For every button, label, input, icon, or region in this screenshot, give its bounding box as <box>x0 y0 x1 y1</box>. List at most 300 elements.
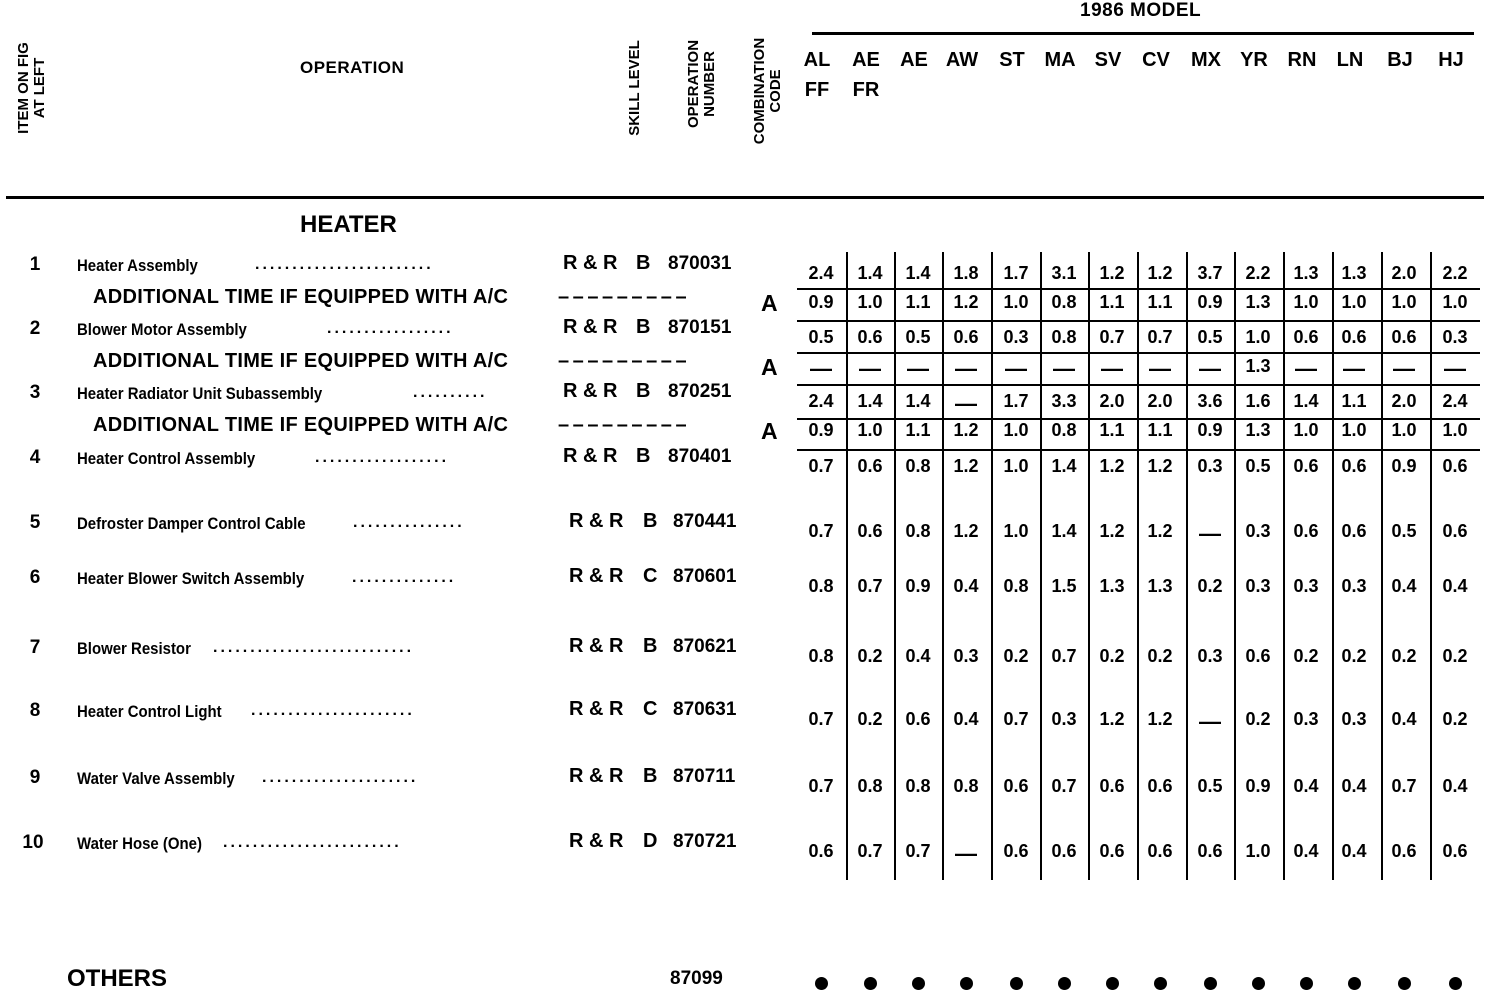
value-cell: 0.7 <box>857 576 883 596</box>
value-cell: 3.3 <box>1051 391 1077 411</box>
column-divider <box>1040 252 1042 880</box>
model-title: 1986 MODEL <box>1080 0 1202 21</box>
value-cell: 0.9 <box>1197 292 1223 312</box>
others-marker-icon <box>1010 977 1023 990</box>
value-cell: — <box>1199 521 1221 546</box>
value-cell: 1.2 <box>953 292 979 312</box>
value-cell: — <box>955 391 977 416</box>
value-cell: — <box>907 356 929 381</box>
value-cell: 0.5 <box>1391 521 1417 541</box>
value-cell: 0.6 <box>1051 841 1077 861</box>
value-cell: 0.5 <box>1245 456 1271 476</box>
value-cell: 0.3 <box>1245 521 1271 541</box>
operation-name: Heater Radiator Unit Subassembly <box>77 384 323 403</box>
rr-label: R & R <box>569 698 624 720</box>
value-cell: 0.7 <box>857 841 883 861</box>
others-marker-icon <box>1154 977 1167 990</box>
model-code-st: ST <box>999 49 1025 71</box>
item-number: 1 <box>29 254 41 275</box>
model-code-aw: AW <box>945 49 979 71</box>
value-cell: 1.2 <box>1099 709 1125 729</box>
others-marker-icon <box>864 977 877 990</box>
value-cell: 1.4 <box>905 391 931 411</box>
value-cell: 0.4 <box>905 646 931 666</box>
column-divider <box>846 252 848 880</box>
operation-name: Water Hose (One) <box>77 834 202 853</box>
combination-code: A <box>761 290 778 316</box>
others-marker-icon <box>1252 977 1265 990</box>
value-cell: 1.2 <box>953 420 979 440</box>
value-cell: 0.6 <box>905 709 931 729</box>
value-cell: 0.4 <box>1341 776 1367 796</box>
skill-level: C <box>643 565 658 587</box>
column-divider <box>1381 252 1383 880</box>
item-number: 5 <box>29 512 41 533</box>
operation-number: 870621 <box>673 636 737 657</box>
model-code-ma: MA <box>1044 49 1076 71</box>
value-cell: 0.2 <box>1245 709 1271 729</box>
value-cell: 0.7 <box>905 841 931 861</box>
column-divider <box>1137 252 1139 880</box>
model-code-cv: CV <box>1142 49 1170 71</box>
value-cell: 0.4 <box>1293 776 1319 796</box>
value-cell: 1.8 <box>953 263 979 283</box>
value-cell: 1.2 <box>1099 521 1125 541</box>
others-marker-icon <box>1204 977 1217 990</box>
operation-number: 870251 <box>668 381 732 402</box>
value-cell: 0.6 <box>857 456 883 476</box>
additional-time-dashes: – – – – – – – – – <box>558 414 686 436</box>
row-divider <box>797 352 1480 354</box>
others-marker-icon <box>1449 977 1462 990</box>
operation-number: 870631 <box>673 699 737 720</box>
value-cell: — <box>1393 356 1415 381</box>
value-cell: 0.8 <box>1051 292 1077 312</box>
value-cell: 0.7 <box>1099 327 1125 347</box>
value-cell: 2.0 <box>1099 391 1125 411</box>
value-cell: 1.1 <box>1099 292 1125 312</box>
additional-time-label: ADDITIONAL TIME IF EQUIPPED WITH A/C <box>93 286 509 308</box>
row-divider <box>797 288 1480 290</box>
additional-time-label: ADDITIONAL TIME IF EQUIPPED WITH A/C <box>93 350 509 372</box>
value-cell: 0.7 <box>808 709 834 729</box>
value-cell: 1.3 <box>1293 263 1319 283</box>
column-divider <box>942 252 944 880</box>
rr-label: R & R <box>569 565 624 587</box>
value-cell: 0.3 <box>1197 456 1223 476</box>
value-cell: 2.2 <box>1442 263 1468 283</box>
model-code-ln: LN <box>1336 49 1364 71</box>
value-cell: 2.0 <box>1391 391 1417 411</box>
value-cell: 1.1 <box>1147 292 1173 312</box>
value-cell: 1.4 <box>857 263 883 283</box>
value-cell: 0.2 <box>1197 576 1223 596</box>
value-cell: 1.4 <box>1293 391 1319 411</box>
rr-label: R & R <box>569 830 624 852</box>
model-code-hj: HJ <box>1438 49 1464 71</box>
value-cell: 1.1 <box>905 292 931 312</box>
value-cell: 0.5 <box>808 327 834 347</box>
value-cell: 0.6 <box>857 327 883 347</box>
value-cell: — <box>859 356 881 381</box>
value-cell: 0.2 <box>1147 646 1173 666</box>
rr-label: R & R <box>563 252 618 274</box>
value-cell: 0.4 <box>1391 576 1417 596</box>
rr-label: R & R <box>563 445 618 467</box>
model-title-rule <box>812 32 1474 35</box>
value-cell: 0.6 <box>1099 841 1125 861</box>
value-cell: 1.7 <box>1003 391 1029 411</box>
value-cell: 0.3 <box>1051 709 1077 729</box>
operation-name: Water Valve Assembly <box>77 769 235 788</box>
value-cell: 0.6 <box>1391 841 1417 861</box>
value-cell: 0.8 <box>905 456 931 476</box>
additional-time-dashes: – – – – – – – – – <box>558 350 686 372</box>
value-cell: 0.9 <box>1245 776 1271 796</box>
value-cell: — <box>1101 356 1123 381</box>
value-cell: 0.5 <box>905 327 931 347</box>
value-cell: 0.6 <box>1341 521 1367 541</box>
value-cell: 1.0 <box>1391 292 1417 312</box>
item-number: 3 <box>29 382 41 403</box>
value-cell: 0.9 <box>1197 420 1223 440</box>
header-divider <box>6 196 1484 199</box>
value-cell: 0.9 <box>808 292 834 312</box>
value-cell: 0.8 <box>1051 327 1077 347</box>
value-cell: 1.2 <box>1099 263 1125 283</box>
value-cell: 0.6 <box>1293 456 1319 476</box>
value-cell: 0.2 <box>1099 646 1125 666</box>
model-code-rn: RN <box>1287 49 1317 71</box>
value-cell: 0.4 <box>1293 841 1319 861</box>
value-cell: 0.3 <box>1341 576 1367 596</box>
value-cell: 1.2 <box>1147 709 1173 729</box>
operation-name: Heater Assembly <box>77 256 198 275</box>
value-cell: 0.6 <box>808 841 834 861</box>
operation-name: Heater Control Assembly <box>77 449 256 468</box>
value-cell: 1.0 <box>857 420 883 440</box>
value-cell: — <box>955 841 977 866</box>
value-cell: 1.2 <box>1147 263 1173 283</box>
value-cell: 1.2 <box>953 456 979 476</box>
operation-name: Heater Blower Switch Assembly <box>77 569 305 588</box>
value-cell: 1.0 <box>1293 292 1319 312</box>
value-cell: 0.6 <box>1293 327 1319 347</box>
others-marker-icon <box>912 977 925 990</box>
others-marker-icon <box>1300 977 1313 990</box>
value-cell: 1.0 <box>1442 420 1468 440</box>
value-cell: 0.6 <box>1442 456 1468 476</box>
value-cell: 1.0 <box>1293 420 1319 440</box>
value-cell: — <box>1343 356 1365 381</box>
row-divider <box>797 320 1480 322</box>
operation-name: Heater Control Light <box>77 702 222 721</box>
rr-label: R & R <box>563 316 618 338</box>
value-cell: 1.0 <box>1003 456 1029 476</box>
value-cell: 0.6 <box>1442 521 1468 541</box>
value-cell: 0.9 <box>1391 456 1417 476</box>
column-divider <box>1332 252 1334 880</box>
value-cell: 1.0 <box>1341 292 1367 312</box>
leader-dots: ................. <box>327 320 454 337</box>
value-cell: 1.0 <box>1245 841 1271 861</box>
leader-dots: ............... <box>353 514 465 531</box>
value-cell: 1.2 <box>953 521 979 541</box>
value-cell: 1.2 <box>1147 456 1173 476</box>
value-cell: 0.4 <box>1341 841 1367 861</box>
value-cell: 0.9 <box>905 576 931 596</box>
column-divider <box>1088 252 1090 880</box>
skill-level: D <box>643 830 658 852</box>
value-cell: 0.3 <box>1003 327 1029 347</box>
leader-dots: ...................... <box>251 702 415 719</box>
item-number: 4 <box>29 447 41 468</box>
model-code-yr: YR <box>1240 49 1268 71</box>
value-cell: 0.7 <box>1391 776 1417 796</box>
value-cell: 0.7 <box>1051 776 1077 796</box>
value-cell: 0.6 <box>1245 646 1271 666</box>
value-cell: 2.4 <box>1442 391 1468 411</box>
value-cell: 1.0 <box>1003 420 1029 440</box>
value-cell: 0.8 <box>808 646 834 666</box>
operation-number: 870151 <box>668 317 732 338</box>
value-cell: 0.6 <box>1341 456 1367 476</box>
value-cell: 2.4 <box>808 263 834 283</box>
value-cell: 0.2 <box>1293 646 1319 666</box>
leader-dots: ..................... <box>262 769 419 786</box>
value-cell: 1.4 <box>905 263 931 283</box>
value-cell: 0.6 <box>1147 841 1173 861</box>
row-divider <box>797 449 1480 451</box>
model-code-ae: AE <box>900 49 928 71</box>
value-cell: 0.3 <box>953 646 979 666</box>
value-cell: 0.3 <box>1442 327 1468 347</box>
header-skill-level: SKILL LEVEL <box>626 40 643 136</box>
rr-label: R & R <box>569 765 624 787</box>
row-divider <box>797 418 1480 420</box>
value-cell: — <box>1053 356 1075 381</box>
value-cell: 0.7 <box>1003 709 1029 729</box>
value-cell: 1.0 <box>1003 292 1029 312</box>
value-cell: 0.3 <box>1293 576 1319 596</box>
value-cell: 0.7 <box>808 456 834 476</box>
value-cell: 2.2 <box>1245 263 1271 283</box>
value-cell: 0.2 <box>1391 646 1417 666</box>
operation-number: 870441 <box>673 511 737 532</box>
value-cell: 1.3 <box>1341 263 1367 283</box>
others-marker-icon <box>960 977 973 990</box>
operation-name: Blower Resistor <box>77 639 191 658</box>
item-number: 9 <box>29 767 41 788</box>
model-code-ae: AE <box>852 49 880 71</box>
value-cell: — <box>1295 356 1317 381</box>
leader-dots: .................. <box>315 449 450 466</box>
value-cell: 0.6 <box>1197 841 1223 861</box>
skill-level: B <box>643 510 658 532</box>
model-code-ff: FF <box>804 79 830 101</box>
section-title: HEATER <box>300 211 397 238</box>
value-cell: — <box>1005 356 1027 381</box>
value-cell: — <box>1444 356 1466 381</box>
value-cell: 0.6 <box>1147 776 1173 796</box>
others-operation-number: 87099 <box>670 968 723 989</box>
leader-dots: ........................ <box>223 834 402 851</box>
value-cell: 0.3 <box>1197 646 1223 666</box>
model-code-sv: SV <box>1094 49 1122 71</box>
others-label: OTHERS <box>67 965 168 992</box>
value-cell: 2.0 <box>1391 263 1417 283</box>
others-marker-icon <box>815 977 828 990</box>
value-cell: 0.6 <box>1099 776 1125 796</box>
value-cell: 0.8 <box>808 576 834 596</box>
value-cell: 0.6 <box>1442 841 1468 861</box>
value-cell: 3.7 <box>1197 263 1223 283</box>
value-cell: 0.7 <box>808 521 834 541</box>
operation-number: 870711 <box>673 766 736 787</box>
value-cell: 0.2 <box>857 709 883 729</box>
skill-level: B <box>636 252 651 274</box>
value-cell: 1.3 <box>1147 576 1173 596</box>
additional-time-label: ADDITIONAL TIME IF EQUIPPED WITH A/C <box>93 414 509 436</box>
value-cell: 1.3 <box>1099 576 1125 596</box>
value-cell: 0.6 <box>1003 841 1029 861</box>
value-cell: 1.1 <box>905 420 931 440</box>
value-cell: 0.8 <box>1003 576 1029 596</box>
header-combination-code: COMBINATION CODE <box>751 37 784 145</box>
value-cell: 1.0 <box>1003 521 1029 541</box>
value-cell: 0.8 <box>905 776 931 796</box>
column-divider <box>1234 252 1236 880</box>
value-cell: 1.0 <box>1442 292 1468 312</box>
value-cell: 1.4 <box>1051 456 1077 476</box>
model-code-al: AL <box>803 49 831 71</box>
rr-label: R & R <box>563 380 618 402</box>
skill-level: B <box>636 380 651 402</box>
value-cell: 0.2 <box>1442 709 1468 729</box>
value-cell: 1.2 <box>1147 521 1173 541</box>
item-number: 6 <box>29 567 41 588</box>
additional-time-dashes: – – – – – – – – – <box>558 286 686 308</box>
operation-number: 870401 <box>668 446 732 467</box>
value-cell: 0.4 <box>1391 709 1417 729</box>
value-cell: 1.0 <box>1341 420 1367 440</box>
header-operation-number: OPERATION NUMBER <box>685 39 718 129</box>
skill-level: C <box>643 698 658 720</box>
value-cell: 0.2 <box>857 646 883 666</box>
others-marker-icon <box>1398 977 1411 990</box>
skill-level: B <box>636 316 651 338</box>
leader-dots: ........................ <box>255 256 434 273</box>
others-marker-icon <box>1106 977 1119 990</box>
value-cell: 0.4 <box>1442 776 1468 796</box>
value-cell: 3.1 <box>1051 263 1077 283</box>
value-cell: 0.6 <box>1391 327 1417 347</box>
value-cell: 0.7 <box>808 776 834 796</box>
value-cell: 0.3 <box>1341 709 1367 729</box>
value-cell: 1.2 <box>1099 456 1125 476</box>
value-cell: 1.0 <box>1391 420 1417 440</box>
leader-dots: .............. <box>352 569 457 586</box>
value-cell: 1.3 <box>1245 356 1271 376</box>
operation-name: Defroster Damper Control Cable <box>77 514 306 533</box>
item-number: 7 <box>29 637 41 658</box>
value-cell: 0.4 <box>953 709 979 729</box>
value-cell: 3.6 <box>1197 391 1223 411</box>
value-cell: 0.7 <box>1147 327 1173 347</box>
value-cell: 1.4 <box>1051 521 1077 541</box>
value-cell: 0.8 <box>857 776 883 796</box>
model-code-mx: MX <box>1191 49 1221 71</box>
value-cell: 0.7 <box>1051 646 1077 666</box>
value-cell: 1.1 <box>1099 420 1125 440</box>
column-divider <box>1186 252 1188 880</box>
model-code-bj: BJ <box>1387 49 1413 71</box>
rr-label: R & R <box>569 510 624 532</box>
value-cell: 0.2 <box>1442 646 1468 666</box>
value-cell: — <box>810 356 832 381</box>
column-divider <box>894 252 896 880</box>
leader-dots: ........................... <box>213 639 415 656</box>
value-cell: 0.9 <box>808 420 834 440</box>
value-cell: 1.3 <box>1245 420 1271 440</box>
value-cell: 1.5 <box>1051 576 1077 596</box>
value-cell: 1.1 <box>1341 391 1367 411</box>
value-cell: 0.8 <box>1051 420 1077 440</box>
leader-dots: .......... <box>413 384 488 401</box>
model-code-fr: FR <box>852 79 880 101</box>
value-cell: 0.6 <box>953 327 979 347</box>
value-cell: 0.5 <box>1197 327 1223 347</box>
value-cell: 1.4 <box>857 391 883 411</box>
operation-number: 870031 <box>668 253 732 274</box>
value-cell: 0.8 <box>953 776 979 796</box>
value-cell: 0.3 <box>1293 709 1319 729</box>
value-cell: — <box>955 356 977 381</box>
rr-label: R & R <box>569 635 624 657</box>
operation-number: 870721 <box>673 831 737 852</box>
value-cell: — <box>1199 709 1221 734</box>
value-cell: 0.2 <box>1003 646 1029 666</box>
value-cell: 0.2 <box>1341 646 1367 666</box>
others-marker-icon <box>1058 977 1071 990</box>
item-number: 8 <box>29 700 41 721</box>
skill-level: B <box>636 445 651 467</box>
operation-name: Blower Motor Assembly <box>77 320 247 339</box>
row-divider <box>797 384 1480 386</box>
skill-level: B <box>643 765 658 787</box>
value-cell: 0.4 <box>953 576 979 596</box>
value-cell: 1.7 <box>1003 263 1029 283</box>
value-cell: 2.0 <box>1147 391 1173 411</box>
others-marker-icon <box>1348 977 1361 990</box>
value-cell: 1.1 <box>1147 420 1173 440</box>
value-cell: — <box>1199 356 1221 381</box>
value-cell: 1.0 <box>1245 327 1271 347</box>
column-divider <box>991 252 993 880</box>
combination-code: A <box>761 418 778 444</box>
column-divider <box>1283 252 1285 880</box>
value-cell: 1.6 <box>1245 391 1271 411</box>
item-number: 2 <box>29 318 41 339</box>
value-cell: 1.0 <box>857 292 883 312</box>
value-cell: 0.5 <box>1197 776 1223 796</box>
operation-number: 870601 <box>673 566 737 587</box>
value-cell: 0.6 <box>1293 521 1319 541</box>
value-cell: 0.8 <box>905 521 931 541</box>
value-cell: 2.4 <box>808 391 834 411</box>
combination-code: A <box>761 354 778 380</box>
header-operation: OPERATION <box>300 58 405 77</box>
